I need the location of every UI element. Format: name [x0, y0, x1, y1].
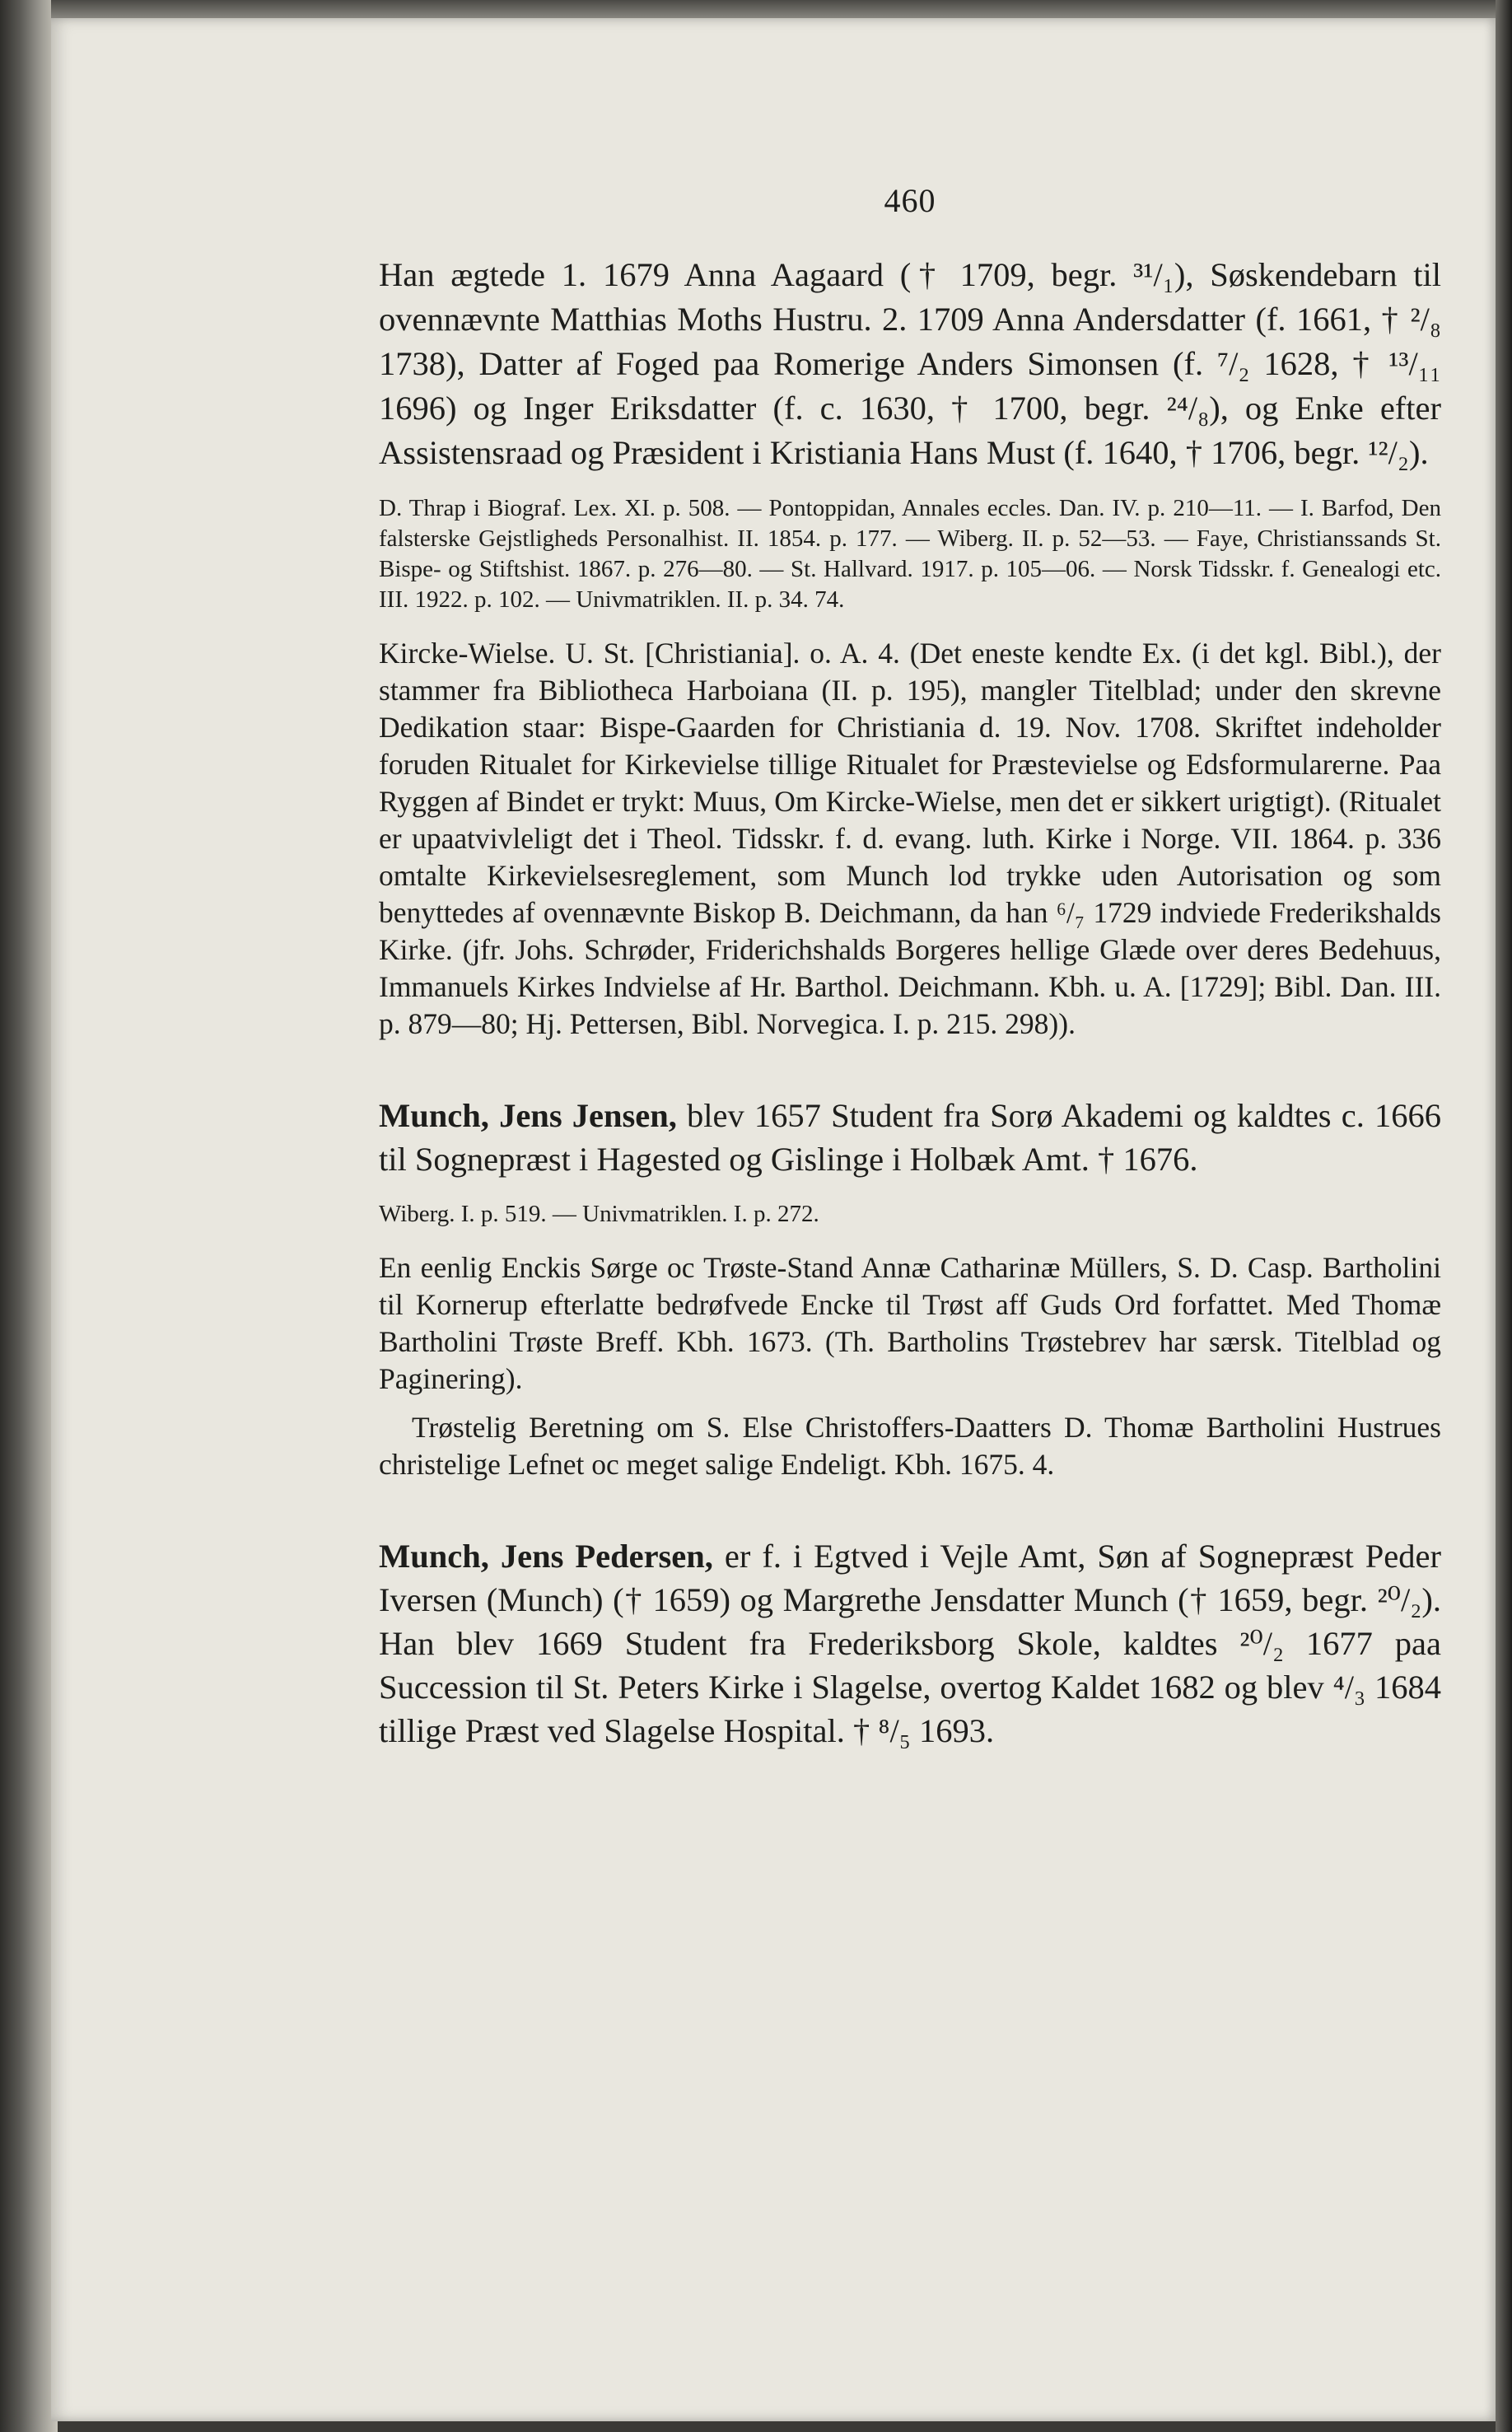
entry-jens-jensen	[379, 1094, 1441, 1181]
entry-name: Munch, Jens Jensen,	[379, 1097, 677, 1134]
page-top-edge	[51, 0, 1512, 20]
page-number: 460	[884, 182, 936, 219]
work-description: Kircke-Wielse. U. St. [Christiania]. o. A. 4. (Det eneste kendte Ex. (i det kgl. Bibl.), der stammer fra Bibliotheca Harboiana (II. p. 195), mangler Titelblad; under den skrevne Dedikation staar: Bispe-Gaarden for Christiania d. 19. Nov. 1708. Skriftet indeholder foruden Ritualet for Kirkevielse tillige Ritualet for Præstevielse og Edsformularerne. Paa Ryggen af Bindet er trykt: Muus, Om Kircke-Wielse, men det er sikkert urigtigt). (Ritualet er upaatvivleligt det i Theol. Tidsskr. f. d. evang. luth. Kirke i Norge. VII. 1864. p. 336 omtalte Kirkevielsesreglement, som Munch lod trykke uden Autorisation og som benyttedes af ovennævnte Biskop B. Deichmann, da han ⁶/₇ 1729 indviede Frederikshalds Kirke. (jfr. Johs. Schrøder, Friderichshalds Borgeres hellige Glæde over deres Bedehuus, Immanuels Kirkes Indvielse af Hr. Barthol. Deichmann. Kbh. u. A. [1729]; Bibl. Dan. III. p. 879—80; Hj. Pettersen, Bibl. Norvegica. I. p. 215. 298)).	[379, 637, 1441, 1040]
book-binding-edge	[0, 0, 58, 2432]
marriage-paragraph: Han ægtede 1. 1679 Anna Aagaard († 1709, begr. ³¹/₁), Søskendebarn til ovennævnte Matthias Moths Hustru. 2. 1709 Anna Andersdatter (f. 1661, † ²/₈ 1738), Datter af Foged paa Romerige Anders Simonsen (f. ⁷/₂ 1628, † ¹³/₁₁ 1696) og Inger Eriksdatter (f. c. 1630, † 1700, begr. ²⁴/₈), og Enke efter Assistensraad og Præsident i Kristiania Hans Must (f. 1640, † 1706, begr. ¹²/₂).	[379, 256, 1441, 471]
page-content	[379, 181, 1441, 1753]
entry-jens-jensen-work-1: En eenlig Enckis Sørge oc Trøste-Stand Annæ Catharinæ Müllers, S. D. Casp. Bartholini til Kornerup efterlatte bedrøfvede Encke til Trøst aff Guds Ord forfattet. Med Thomæ Bartholini Trøste Breff. Kbh. 1673. (Th. Bartholins Trøstebrev har særsk. Titelblad og Paginering).	[379, 1251, 1441, 1395]
page-right-edge	[1496, 0, 1512, 2432]
entry-name: Munch, Jens Pedersen,	[379, 1538, 713, 1575]
entry-jens-jensen-references: Wiberg. I. p. 519. — Univmatriklen. I. p. 272.	[379, 1201, 819, 1227]
entry-text: er f. i Egtved i Vejle Amt, Søn af Sognepræst Peder Iversen (Munch) († 1659) og Margrethe Jensdatter Munch († 1659, begr. ²⁰/₂). Han blev 1669 Student fra Frederiksborg Skole, kaldtes ²⁰/₂ 1677 paa Succession til St. Peters Kirke i Slagelse, overtog Kaldet 1682 og blev ⁴/₃ 1684 tillige Præst ved Slagelse Hospital. † ⁸/₅ 1693.	[379, 1538, 1441, 1749]
entry-text: blev 1657 Student fra Sorø Akademi og kaldtes c. 1666 til Sognepræst i Hagested og Gislinge i Holbæk Amt. † 1676.	[379, 1097, 1441, 1178]
entry-jens-jensen-work-2: Trøstelig Beretning om S. Else Christoffers-Daatters D. Thomæ Bartholini Hustrues christelige Lefnet oc meget salige Endeligt. Kbh. 1675. 4.	[379, 1411, 1441, 1481]
entry-jens-pedersen	[379, 1534, 1441, 1753]
references-paragraph: D. Thrap i Biograf. Lex. XI. p. 508. — Pontoppidan, Annales eccles. Dan. IV. p. 210—11. — I. Barfod, Den falsterske Gejstligheds Personalhist. II. 1854. p. 177. — Wiberg. II. p. 52—53. — Faye, Christianssands St. Bispe- og Stiftshist. 1867. p. 276—80. — St. Hallvard. 1917. p. 105—06. — Norsk Tidsskr. f. Genealogi etc. III. 1922. p. 102. — Univmatriklen. II. p. 34. 74.	[379, 495, 1441, 613]
